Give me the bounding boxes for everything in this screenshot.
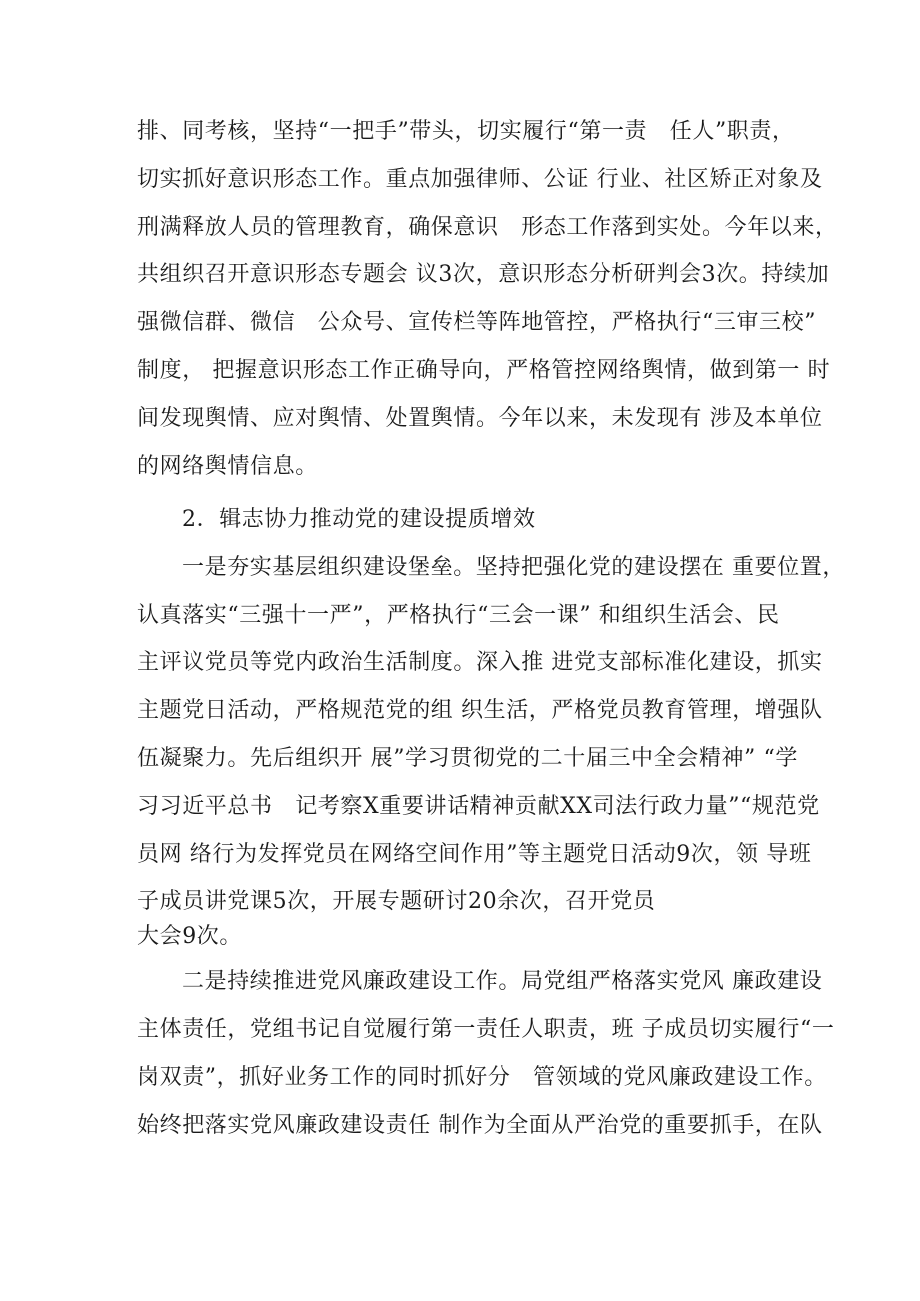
paragraph-2-line-5: 伍凝聚力。先后组织开 展”学习贯彻党的二十届三中全会精神” “学 bbox=[137, 746, 798, 771]
paragraph-2-line-7: 员网 络行为发挥党员在网络空间作用”等主题党日活动9次，领 导班 bbox=[137, 842, 812, 867]
paragraph-3-line-2: 主体责任，党组书记自觉履行第一责任人职责，班 子成员切实履行“一 bbox=[137, 1017, 835, 1042]
paragraph-2-line-8: 子成员讲党课5次，开展专题研讨20余次，召开党员 bbox=[137, 889, 656, 914]
paragraph-1-line-8: 的网络舆情信息。 bbox=[137, 454, 318, 479]
paragraph-1-line-6: 制度， 把握意识形态工作正确导向，严格管控网络舆情，做到第一 时 bbox=[137, 358, 831, 383]
paragraph-2-line-3: 主评议党员等党内政治生活制度。深入推 进党支部标准化建设，抓实 bbox=[137, 650, 823, 675]
paragraph-2-line-9: 大会9次。 bbox=[137, 924, 242, 949]
paragraph-2-line-2: 认真落实“三强十一严”，严格执行“三会一课” 和组织生活会、民 bbox=[137, 603, 780, 628]
paragraph-3-line-3: 岗双责”，抓好业务工作的同时抓好分 管领域的党风廉政建设工作。 bbox=[137, 1065, 827, 1090]
paragraph-3-line-4: 始终把落实党风廉政建设责任 制作为全面从严治党的重要抓手，在队 bbox=[137, 1113, 823, 1138]
paragraph-1-line-4: 共组织召开意识形态专题会 议3次，意识形态分析研判会3次。持续加 bbox=[137, 262, 830, 287]
paragraph-1-line-2: 切实抓好意识形态工作。重点加强律师、公证 行业、社区矫正对象及 bbox=[137, 167, 823, 192]
paragraph-2-line-6: 习习近平总书 记考察X重要讲话精神贡献XX司法行政力量”“规范党 bbox=[137, 794, 820, 819]
paragraph-3-line-1: 二是持续推进党风廉政建设工作。局党组严格落实党风 廉政建设 bbox=[182, 969, 823, 994]
paragraph-1-line-1: 排、同考核，坚持“一把手”带头，切实履行“第一责 任人”职责， bbox=[137, 119, 795, 144]
paragraph-2-line-1: 一是夯实基层组织建设堡垒。坚持把强化党的建设摆在 重要位置， bbox=[182, 555, 845, 580]
paragraph-1-line-5: 强微信群、微信 公众号、宣传栏等阵地管控，严格执行“三审三校” bbox=[137, 310, 817, 335]
paragraph-1-line-3: 刑满释放人员的管理教育，确保意识 形态工作落到实处。今年以来， bbox=[137, 215, 838, 240]
paragraph-1-line-7: 间发现舆情、应对舆情、处置舆情。今年以来，未发现有 涉及本单位 bbox=[137, 406, 823, 431]
paragraph-2-line-4: 主题党日活动，严格规范党的组 织生活，严格党员教育管理，增强队 bbox=[137, 698, 823, 723]
section-heading-2: 2．辑志协力推动党的建设提质增效 bbox=[182, 507, 536, 532]
